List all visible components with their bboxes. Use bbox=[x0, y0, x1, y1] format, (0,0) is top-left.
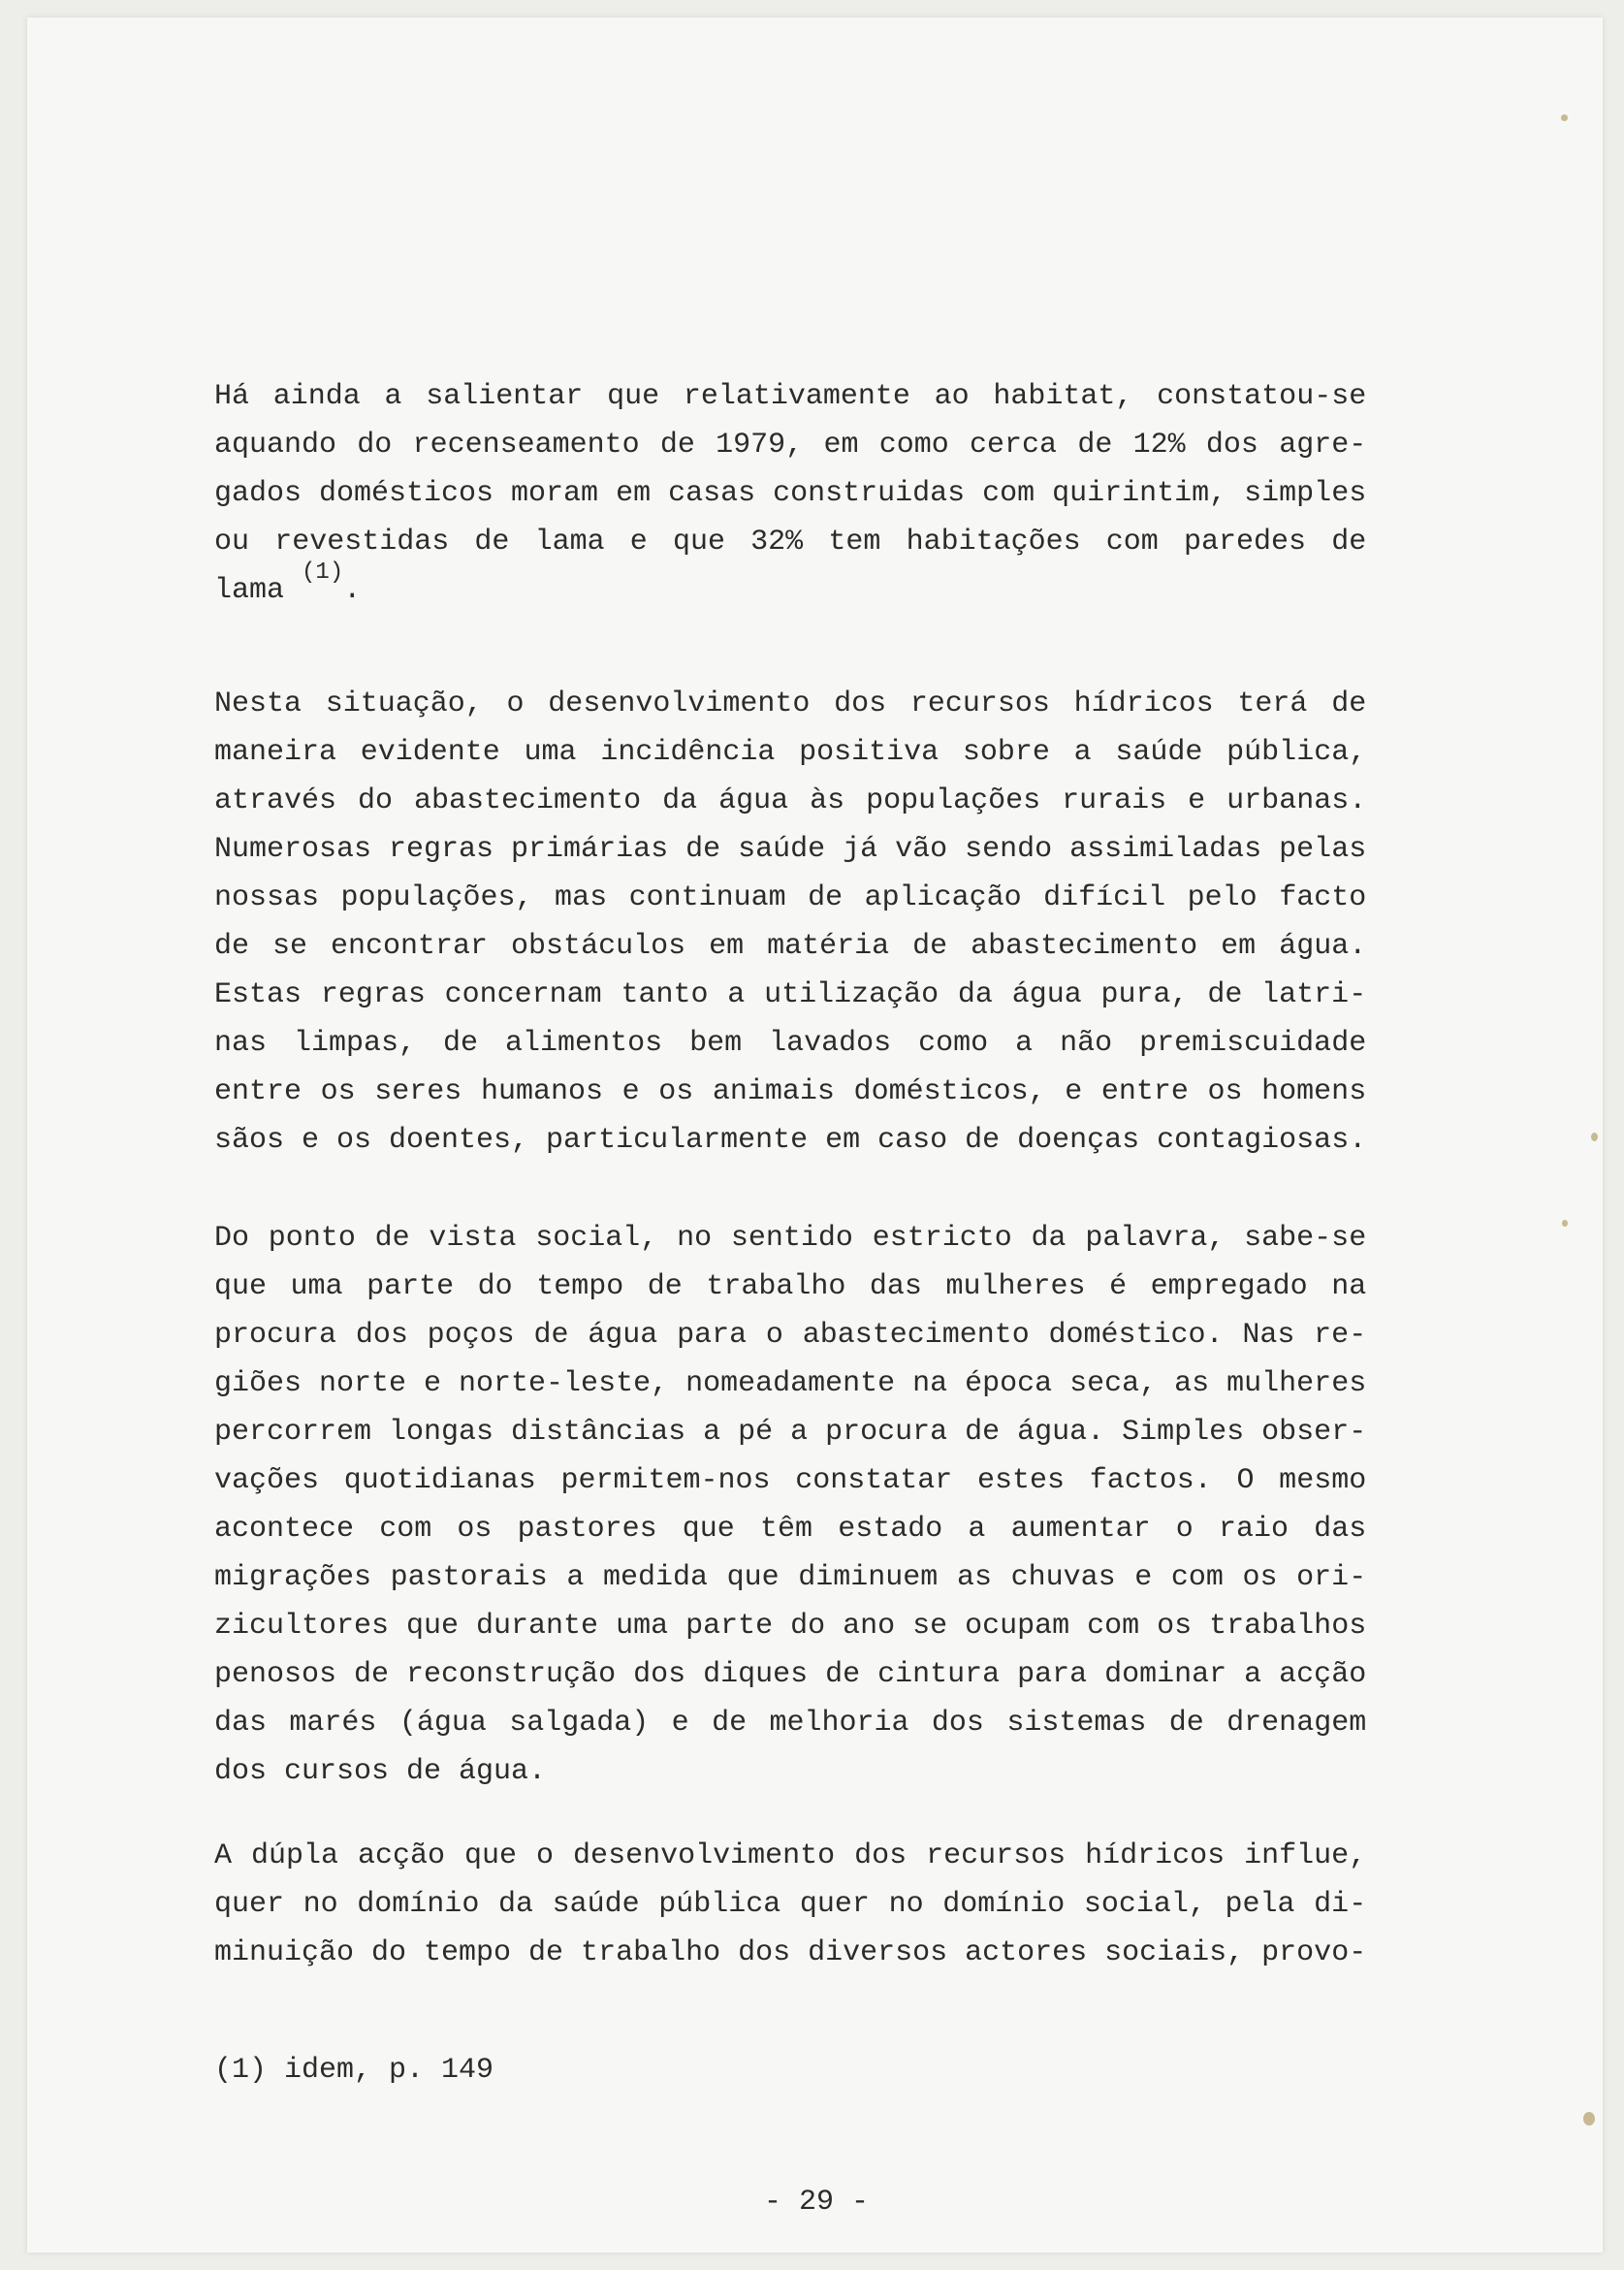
text-line: ou revestidas de lama e que 32% tem habitações com paredes de bbox=[214, 526, 1367, 559]
text-line: migrações pastorais a medida que diminuem as chuvas e com os ori- bbox=[214, 1561, 1367, 1594]
text-line: gados domésticos moram em casas construidas com quirintim, simples bbox=[214, 477, 1367, 510]
document-page bbox=[27, 17, 1603, 2253]
text-line: das marés (água salgada) e de melhoria dos sistemas de drenagem bbox=[214, 1707, 1367, 1740]
text-line: penosos de reconstrução dos diques de cintura para dominar a acção bbox=[214, 1658, 1367, 1691]
text-line: nossas populações, mas continuam de aplicação difícil pelo facto bbox=[214, 881, 1367, 914]
text-line: dos cursos de água. bbox=[214, 1755, 547, 1788]
text-line: quer no domínio da saúde pública quer no domínio social, pela di- bbox=[214, 1888, 1367, 1921]
text-line: entre os seres humanos e os animais domésticos, e entre os homens bbox=[214, 1075, 1367, 1108]
paragraph-health bbox=[214, 680, 1366, 1165]
sentence-end: . bbox=[343, 574, 362, 607]
text-line-last bbox=[214, 560, 1366, 615]
paper-speck bbox=[1591, 1133, 1598, 1141]
text-line: acontece com os pastores que têm estado a aumentar o raio das bbox=[214, 1513, 1367, 1546]
text-line: vações quotidianas permitem-nos constatar estes factos. O mesmo bbox=[214, 1464, 1367, 1497]
page-number: - 29 - bbox=[764, 2186, 870, 2219]
paper-speck bbox=[1583, 2112, 1595, 2126]
paragraph-social bbox=[214, 1214, 1366, 1796]
text-line: nas limpas, de alimentos bem lavados como a não premiscuidade bbox=[214, 1027, 1367, 1060]
text-line: lama bbox=[214, 574, 285, 607]
text-line: de se encontrar obstáculos em matéria de abastecimento em água. bbox=[214, 930, 1367, 963]
text-line: giões norte e norte-leste, nomeadamente na época seca, as mulheres bbox=[214, 1367, 1367, 1400]
text-line: Há ainda a salientar que relativamente ao habitat, constatou-se bbox=[214, 380, 1367, 413]
text-line: zicultores que durante uma parte do ano se ocupam com os trabalhos bbox=[214, 1610, 1367, 1643]
paper-speck bbox=[1561, 114, 1568, 121]
text-line: maneira evidente uma incidência positiva sobre a saúde pública, bbox=[214, 736, 1367, 769]
text-line: procura dos poços de água para o abastecimento doméstico. Nas re- bbox=[214, 1319, 1367, 1352]
footnote: (1) idem, p. 149 bbox=[214, 2054, 494, 2087]
text-line: Estas regras concernam tanto a utilização da água pura, de latri- bbox=[214, 978, 1367, 1011]
text-line: Nesta situação, o desenvolvimento dos recursos hídricos terá de bbox=[214, 687, 1367, 720]
text-line: Numerosas regras primárias de saúde já vão sendo assimiladas pelas bbox=[214, 833, 1367, 866]
footnote-reference: (1) bbox=[302, 560, 344, 586]
text-line: que uma parte do tempo de trabalho das mulheres é empregado na bbox=[214, 1270, 1367, 1303]
text-line: aquando do recenseamento de 1979, em como cerca de 12% dos agre- bbox=[214, 429, 1367, 462]
paragraph-conclusion bbox=[214, 1832, 1366, 1977]
text-line: minuição do tempo de trabalho dos diversos actores sociais, provo- bbox=[214, 1936, 1367, 1969]
text-line: Do ponto de vista social, no sentido estricto da palavra, sabe-se bbox=[214, 1222, 1367, 1255]
paragraph-habitat bbox=[214, 372, 1366, 615]
text-line: sãos e os doentes, particularmente em caso de doenças contagiosas. bbox=[214, 1124, 1367, 1157]
text-line: A dúpla acção que o desenvolvimento dos recursos hídricos influe, bbox=[214, 1839, 1367, 1872]
text-line: através do abastecimento da água às populações rurais e urbanas. bbox=[214, 784, 1367, 817]
paper-speck bbox=[1562, 1220, 1568, 1227]
text-line: percorrem longas distâncias a pé a procura de água. Simples obser- bbox=[214, 1416, 1367, 1449]
